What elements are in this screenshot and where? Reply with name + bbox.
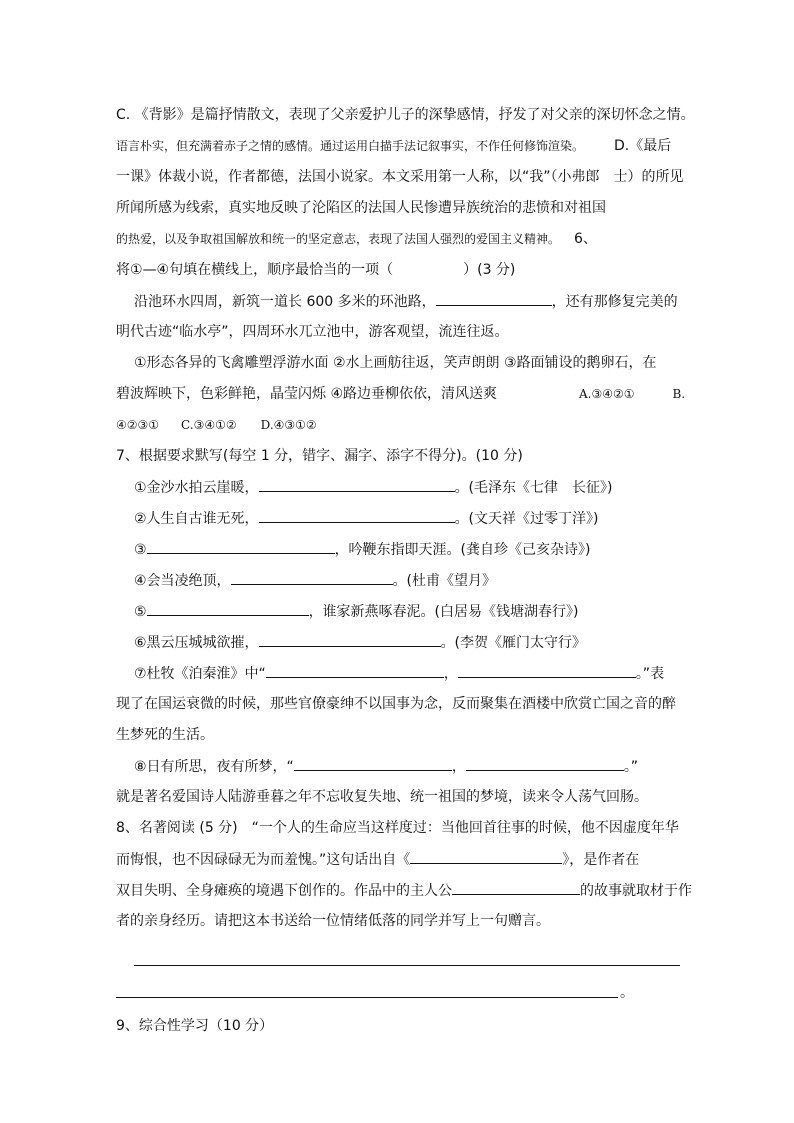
q6-choices-line bbox=[116, 415, 317, 435]
text: 就是著名爱国诗人陆游垂暮之年不忘收复失地、统一祖国的梦境，读来令人荡气回肠。 bbox=[116, 789, 648, 805]
text: 双目失明、全身瘫痪的境遇下创作的。作品中的主人公 bbox=[116, 883, 452, 899]
fill-blank[interactable] bbox=[259, 477, 455, 492]
text: 生梦死的生活。 bbox=[116, 727, 214, 743]
q8-line4 bbox=[116, 911, 550, 931]
fill-blank[interactable] bbox=[294, 756, 452, 771]
fill-blank[interactable] bbox=[231, 570, 393, 585]
fill-blank-protagonist[interactable] bbox=[452, 880, 580, 895]
q8-line1 bbox=[116, 818, 679, 838]
text: ③ bbox=[134, 542, 147, 558]
text: 一课》体裁小说，作者都德，法国小说家。本文采用第一人称，以“我”（小弗郎 bbox=[116, 169, 600, 185]
q7-item6 bbox=[134, 632, 586, 653]
answer-line-2[interactable] bbox=[116, 997, 618, 998]
text: ②人生自古谁无死， bbox=[134, 511, 259, 527]
text: 将①—④句填在横线上，顺序最恰当的一项（ bbox=[116, 262, 394, 278]
text: 士）的所见 bbox=[613, 169, 684, 185]
text: 。” bbox=[623, 759, 639, 775]
text: 现了在国运衰微的时候，那些官僚豪绅不以国事为念，反而聚集在酒楼中欣赏亡国之音的醉 bbox=[116, 696, 676, 712]
q7-item2 bbox=[134, 508, 599, 529]
text: ， bbox=[443, 666, 458, 682]
text: 。(文天祥《过零丁洋》) bbox=[454, 511, 599, 527]
q8-line2 bbox=[116, 849, 639, 870]
text: 。 bbox=[620, 985, 634, 1001]
text: 7、根据要求默写(每空 1 分，错字、漏字、添字不得分)。(10 分) bbox=[116, 448, 523, 464]
choice-b: B. bbox=[672, 387, 686, 401]
text: 语言朴实，但充满着赤子之情的感情。通过运用白描手法记叙事实，不作任何修饰渲染。 bbox=[116, 139, 585, 153]
q9-title bbox=[116, 1016, 273, 1036]
q5-option-c-line1 bbox=[116, 105, 695, 125]
q6-passage-line2 bbox=[116, 322, 509, 342]
text: 碧波辉映下，色彩鲜艳，晶莹闪烁 ④路边垂柳依依，清风送爽 bbox=[116, 386, 497, 402]
choice-c: C.③④①② bbox=[181, 418, 237, 432]
q7-item1 bbox=[134, 477, 613, 498]
text: 的热爱，以及争取祖国解放和统一的坚定意志，表现了法国人强烈的爱国主义精神。 bbox=[116, 232, 561, 246]
text: ，吟鞭东指即天涯。(龚自珍《己亥杂诗》) bbox=[334, 542, 591, 558]
text: 8、名著阅读 (5 分) “一个人的生命应当这样度过：当他回首往事的时候，他不因虚度年华 bbox=[116, 820, 679, 836]
text: ①形态各异的飞禽雕塑浮游水面 ②水上画舫往返，笑声朗朗 ③路面铺设的鹅卵石，在 bbox=[134, 355, 657, 371]
text: 。(毛泽东《七律 长征》) bbox=[454, 480, 613, 496]
text: ⑧日有所思，夜有所梦，“ bbox=[134, 759, 294, 775]
q5-option-d-line3 bbox=[116, 229, 597, 249]
text: 。”表 bbox=[635, 666, 665, 682]
text: ⑥黑云压城城欲摧， bbox=[134, 635, 259, 651]
fill-blank[interactable] bbox=[458, 663, 636, 678]
text: ⑦杜牧《泊秦淮》中“ bbox=[134, 666, 266, 682]
text: D.《最后 bbox=[614, 138, 672, 154]
q7-item7-line3 bbox=[116, 725, 214, 745]
choice-d: D.④③①② bbox=[260, 418, 317, 432]
text: C. 《背影》是篇抒情散文，表现了父亲爱护儿子的深挚感情，抒发了对父亲的深切怀念之情。 bbox=[116, 107, 695, 123]
fill-blank[interactable] bbox=[436, 291, 552, 306]
q7-item8-line2 bbox=[116, 787, 648, 807]
q5-option-d-line1 bbox=[116, 167, 684, 187]
q7-item4 bbox=[134, 570, 496, 591]
fill-blank[interactable] bbox=[147, 601, 309, 616]
text: ）(3 分) bbox=[463, 262, 516, 278]
q5-option-d-line2 bbox=[116, 198, 606, 218]
text: ，谁家新燕啄春泥。(白居易《钱塘湖春行》) bbox=[308, 604, 579, 620]
text: 所闻所感为线索，真实地反映了沦陷区的法国人民惨遭异族统治的悲愤和对祖国 bbox=[116, 200, 606, 216]
text: 者的亲身经历。请把这本书送给一位情绪低落的同学并写上一句赠言。 bbox=[116, 913, 550, 929]
text: 。(李贺《雁门太守行》 bbox=[440, 635, 587, 651]
q6-options-line1 bbox=[134, 353, 657, 373]
q7-title bbox=[116, 446, 523, 466]
text: 的故事就取材于作 bbox=[580, 883, 692, 899]
text: ，还有那修复完美的 bbox=[551, 294, 678, 310]
answer-end-mark bbox=[620, 983, 634, 1003]
fill-blank[interactable] bbox=[259, 632, 441, 647]
q7-item3 bbox=[134, 539, 591, 560]
q7-item5 bbox=[134, 601, 579, 622]
q7-item8-line1 bbox=[134, 756, 638, 777]
text: 沿池环水四周，新筑一道长 600 多米的环池路， bbox=[134, 294, 436, 310]
answer-line-1[interactable] bbox=[134, 965, 680, 966]
text: 。(杜甫《望月》 bbox=[392, 573, 497, 589]
text: ①金沙水拍云崖暖， bbox=[134, 480, 259, 496]
text: 明代古迹“临水亭”，四周环水兀立池中，游客观望，流连往返。 bbox=[116, 324, 509, 340]
fill-blank-book-title[interactable] bbox=[410, 849, 562, 864]
choice-b-value: ④②③① bbox=[116, 418, 160, 432]
q8-line3 bbox=[116, 880, 692, 901]
fill-blank[interactable] bbox=[147, 539, 335, 554]
choice-a: A.③④②① bbox=[579, 387, 635, 401]
q6-options-line2 bbox=[116, 384, 685, 404]
fill-blank[interactable] bbox=[259, 508, 455, 523]
text: ④会当凌绝顶， bbox=[134, 573, 231, 589]
text: 而悔恨，也不因碌碌无为而羞愧。”这句话出自《 bbox=[116, 852, 411, 868]
q7-item7-line1 bbox=[134, 663, 664, 684]
text: ， bbox=[451, 759, 466, 775]
q6-passage-line1 bbox=[134, 291, 678, 312]
q5-option-c-line2 bbox=[116, 136, 671, 156]
text: 9、综合性学习（10 分） bbox=[116, 1018, 274, 1034]
fill-blank[interactable] bbox=[466, 756, 624, 771]
text: ⑤ bbox=[134, 604, 147, 620]
q7-item7-line2 bbox=[116, 694, 676, 714]
text: 》，是作者在 bbox=[562, 852, 640, 868]
fill-blank[interactable] bbox=[266, 663, 444, 678]
q6-stem bbox=[116, 260, 515, 280]
question-number: 6、 bbox=[574, 231, 597, 247]
